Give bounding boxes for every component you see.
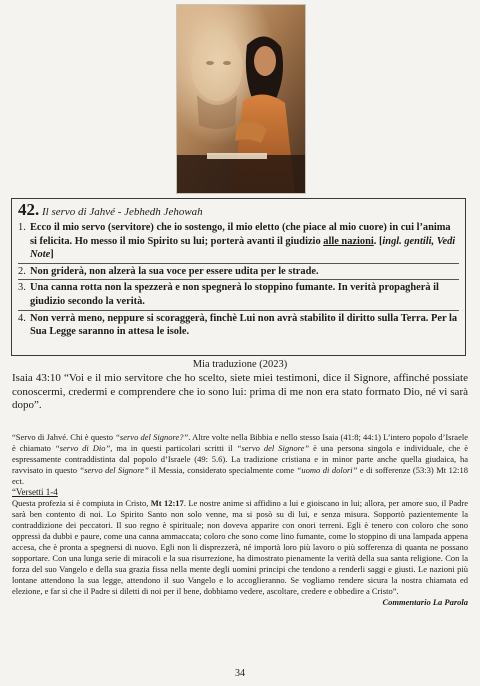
verse-number: 3. <box>18 282 26 294</box>
commentary <box>12 432 468 608</box>
verse-text-b: . [ <box>373 235 383 247</box>
text-span: “Servo di Jahvé. Chi è questo <box>12 432 116 442</box>
italic-span: “uomo di dolori” <box>296 465 358 475</box>
verse-text: Non griderà, non alzerà la sua voce per essere udita per le strade. <box>30 265 319 277</box>
verse-list <box>18 221 459 339</box>
text-span: il Messia, considerato specialmente come <box>148 465 297 475</box>
chapter-number: 42. <box>18 200 40 219</box>
text-span: e di sofferenze (53:3) Mt 12:18 ect. <box>12 465 468 486</box>
chapter-title: Il servo di Jahvé - Jebhedh Jehowah <box>42 206 203 218</box>
verse-underlined-text: alle nazioni <box>323 235 374 247</box>
verse-text: Ecco il mio servo (servitore) che io sostengo, il mio eletto (che piace al mio cuore) in cui l’anima si felicita. Ho messo il mio Spirito su lui; porterà avanti il giudizio <box>30 222 451 247</box>
chapter-heading <box>18 202 459 220</box>
verse-item <box>18 265 459 279</box>
verse-item <box>18 281 459 308</box>
text-span: . Altre volte nella Bibbia e nello stesso Isaia (41:8; 44:1) L’intero popolo d’Israele è chiamato <box>12 432 468 453</box>
text-span: , ma in questi particolari scritti il <box>110 443 237 453</box>
commentary-paragraph-1 <box>12 432 468 487</box>
header-illustration <box>176 4 306 194</box>
page-number: 34 <box>235 668 245 679</box>
verse-number: 2. <box>18 265 26 277</box>
verse-text-c: ] <box>50 249 54 261</box>
verse-note: ingl. gentili, Vedi Note <box>30 235 456 261</box>
verse-number: 1. <box>18 222 26 233</box>
scripture-reference: Mt 12:17 <box>150 498 184 508</box>
verse-text: Non verrà meno, neppure si scoraggerà, finchè Lui non avrà stabilito il diritto sulla Terra. Per la Sua Legge saranno in attesa le isole. <box>30 312 458 338</box>
italic-span: “servo del Signore” <box>236 443 310 453</box>
divider <box>18 310 459 311</box>
text-span: . Le nostre anime si affidino a lui e gioiscano in lui; allora, per amore suo, il Padre sarà ben contento di noi. Lo Spirito Santo non solo venne, ma si posò su di lui, e senza misura. Sopportò pazientemente la contraddizione dei peccatori. Il suo regno è spirituale; non doveva apparire con onori terreni. Egli è tenero con coloro che sono oppressi da dubbi e paure, come una canna ammaccata; coloro che sono come lino fumante, come lo stoppino di una lampada appena accesa, che è pronta a spegnersi di nuovo. Egli non li disprezzerà, né importà loro più lavoro o più sofferenza di quanta ne possano sopportare. Con una lunga serie di miracoli e la sua risurrezione, ha dimostrato pienamente la verità della sua santa religione. Con la forza del suo Vangelo e della sua grazia fissa nella mente degli uomini principi che tendono a renderli saggi e giusti. Le nazioni più lontane attendono la sua legge, attendono il suo Vangelo e lo accoglieranno. Se vogliamo rendere sicura la nostra chiamata ed elezione, e far sì che il Padre si diletti di noi per il bene, dobbiamo vedere, ascoltare, credere e obbedire a Cristo”. <box>12 498 469 596</box>
translation-credit: Mia traduzione (2023) <box>192 359 288 370</box>
verse-item <box>18 312 459 339</box>
divider <box>18 279 459 280</box>
verse-number: 4. <box>18 312 26 324</box>
commentary-paragraph-2 <box>12 498 469 607</box>
versetti-heading <box>12 487 468 498</box>
italic-span: “servo del Signore” <box>79 465 149 475</box>
scripture-box <box>11 198 466 356</box>
divider <box>18 263 459 264</box>
text-span: Questa profezia si è compiuta in Cristo, <box>12 498 151 508</box>
isaiah-quote: Isaia 43:10 “Voi e il mio servitore che ho scelto, siete miei testimoni, dice il Signore, affinché possiate conoscermi, credermi e comprendere che io sono lui: prima di me non era stato formato Dio, né vi sarà dopo”. <box>12 372 468 412</box>
italic-span: “servo del Signore?” <box>115 432 189 442</box>
verse-item <box>18 221 459 262</box>
verse-text: Una canna rotta non la spezzerà e non spegnerà lo stoppino fumante. In verità propagherà il giudizio secondo la verità. <box>30 282 439 307</box>
commentary-signature: Commentario La Parola <box>382 597 468 607</box>
italic-span: “servo di Dio” <box>54 443 111 453</box>
text-span: è una persona singola e individuale, che è espressamente contraddistinta dal popolo d’Israele (49: 5.6). La tradizione cristiana e in minor parte anche quella giudaica, ha ravvisato in questo <box>12 443 468 475</box>
section-label: “Versetti 1-4 <box>12 487 58 497</box>
